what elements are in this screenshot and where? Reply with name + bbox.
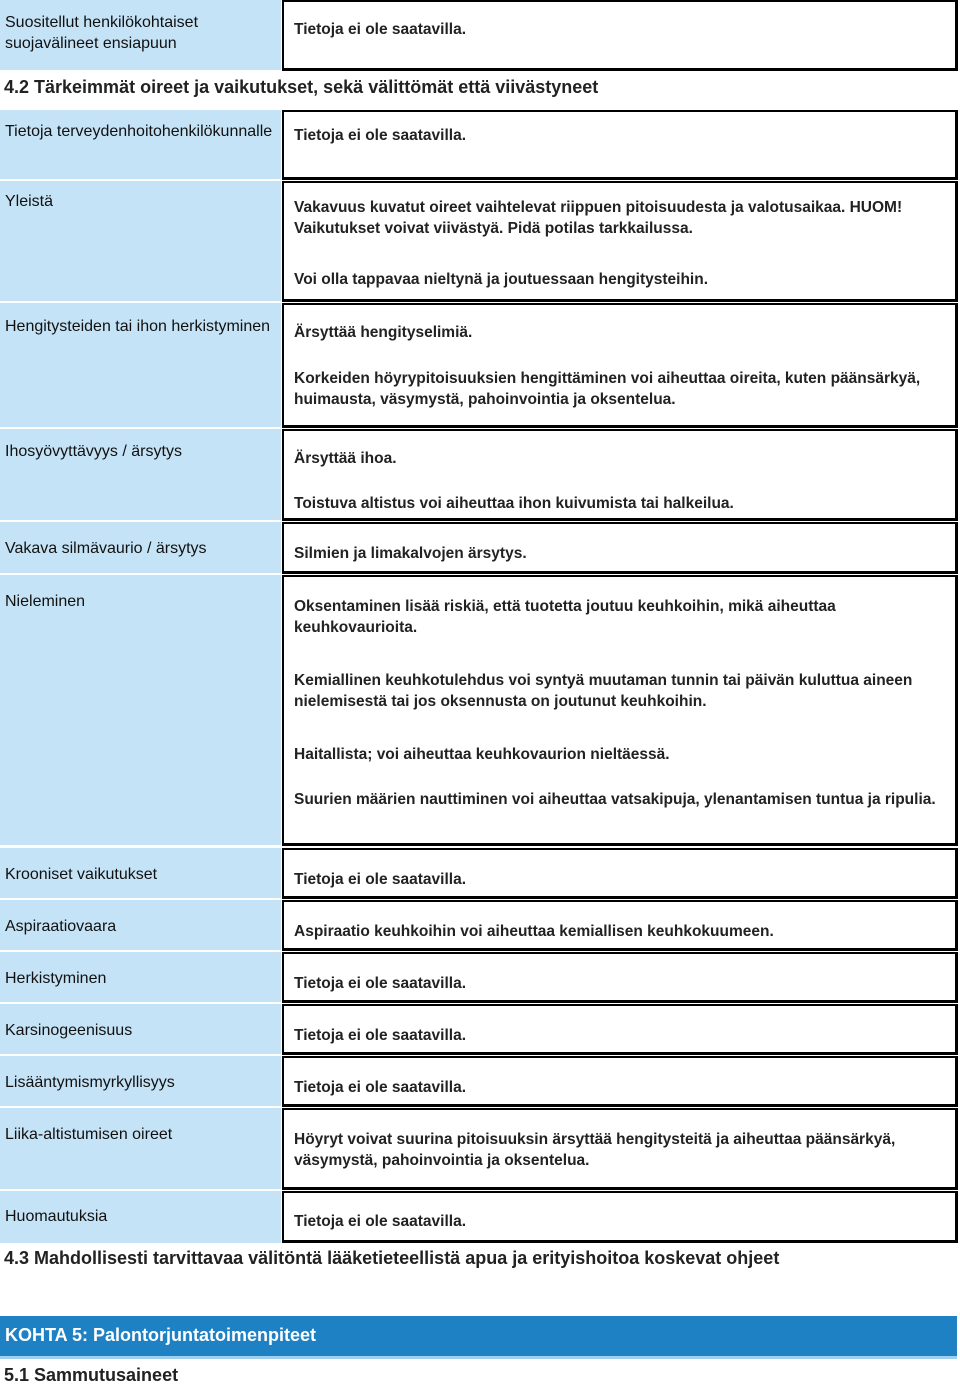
value-text: Haitallista; voi aiheuttaa keuhkovaurion nieltäessä. [294,746,670,763]
row-value [282,1108,958,1190]
banner-underline [0,1356,957,1359]
row-label: Nieleminen [0,575,281,845]
value-text: Oksentaminen lisää riskiä, että tuotetta joutuu keuhkoihin, mikä aiheuttaa keuhkovaurioita. [294,598,836,636]
row-label: Ihosyövyttävyys / ärsytys [0,429,281,520]
row-value [282,575,958,846]
value-text: Tietoja ei ole saatavilla. [294,127,467,144]
row-value [282,1056,958,1107]
value-text: Tietoja ei ole saatavilla. [294,975,467,992]
section-heading-4-3: 4.3 Mahdollisesti tarvittavaa välitöntä lääketieteellistä apua ja erityishoitoa koskevat ohjeet [4,1248,780,1268]
row-value [282,1004,958,1055]
value-text: Aspiraatio keuhkoihin voi aiheuttaa kemiallisen keuhkokuumeen. [294,923,774,940]
row-value [282,181,958,302]
row-value [282,0,958,71]
value-text: Ärsyttää ihoa. [294,450,397,467]
value-text: Ärsyttää hengityselimiä. [294,324,473,341]
value-text: Vakavuus kuvatut oireet vaihtelevat riippuen pitoisuudesta ja valotusaikaa. HUOM! Vaikutukset voivat viivästyä. Pidä potilas tarkkailussa. [294,199,903,237]
row-label: Suositellut henkilökohtaiset suojavälineet ensiapuun [0,0,281,70]
row-label: Karsinogeenisuus [0,1004,281,1054]
value-text: Tietoja ei ole saatavilla. [294,871,467,888]
value-text: Tietoja ei ole saatavilla. [294,21,467,38]
row-value [282,900,958,951]
row-label: Vakava silmävaurio / ärsytys [0,522,281,573]
value-text: Voi olla tappavaa nieltynä ja joutuessaan hengitysteihin. [294,271,709,288]
row-value [282,303,958,428]
row-label: Aspiraatiovaara [0,900,281,950]
value-text: Toistuva altistus voi aiheuttaa ihon kuivumista tai halkeilua. [294,495,734,512]
row-value [282,522,958,574]
section-heading-5-1: 5.1 Sammutusaineet [4,1365,179,1385]
section-banner: KOHTA 5: Palontorjuntatoimenpiteet [0,1316,957,1356]
row-value [282,952,958,1003]
row-label: Krooniset vaikutukset [0,848,281,898]
row-label: Huomautuksia [0,1191,281,1243]
row-label: Tietoja terveydenhoitohenkilökunnalle [0,110,281,179]
value-text: Höyryt voivat suurina pitoisuuksin ärsyttää hengitysteitä ja aiheuttaa päänsärkyä, väsymystä, pahoinvointia ja oksentelua. [294,1131,896,1169]
value-text: Tietoja ei ole saatavilla. [294,1213,467,1230]
row-label: Lisääntymismyrkyllisyys [0,1056,281,1106]
value-text: Korkeiden höyrypitoisuuksien hengittäminen voi aiheuttaa oireita, kuten päänsärkyä, huimausta, väsymystä, pahoinvointia ja oksentelua. [294,370,921,408]
row-value [282,429,958,521]
value-text: Suurien määrien nauttiminen voi aiheuttaa vatsakipuja, ylenantamisen tuntua ja ripulia. [294,791,936,808]
row-value [282,848,958,899]
section-heading-4-2: 4.2 Tärkeimmät oireet ja vaikutukset, sekä välittömät että viivästyneet [4,77,599,97]
row-value [282,110,958,180]
row-value [282,1191,958,1243]
row-label: Yleistä [0,181,281,301]
value-text: Tietoja ei ole saatavilla. [294,1079,467,1096]
row-label: Herkistyminen [0,952,281,1002]
value-text: Tietoja ei ole saatavilla. [294,1027,467,1044]
value-text: Silmien ja limakalvojen ärsytys. [294,545,527,562]
row-label: Liika-altistumisen oireet [0,1108,281,1189]
value-text: Kemiallinen keuhkotulehdus voi syntyä muutaman tunnin tai päivän kuluttua aineen nielemisestä tai jos oksennusta on joutunut keuhkoihin. [294,672,913,710]
row-label: Hengitysteiden tai ihon herkistyminen [0,303,281,427]
